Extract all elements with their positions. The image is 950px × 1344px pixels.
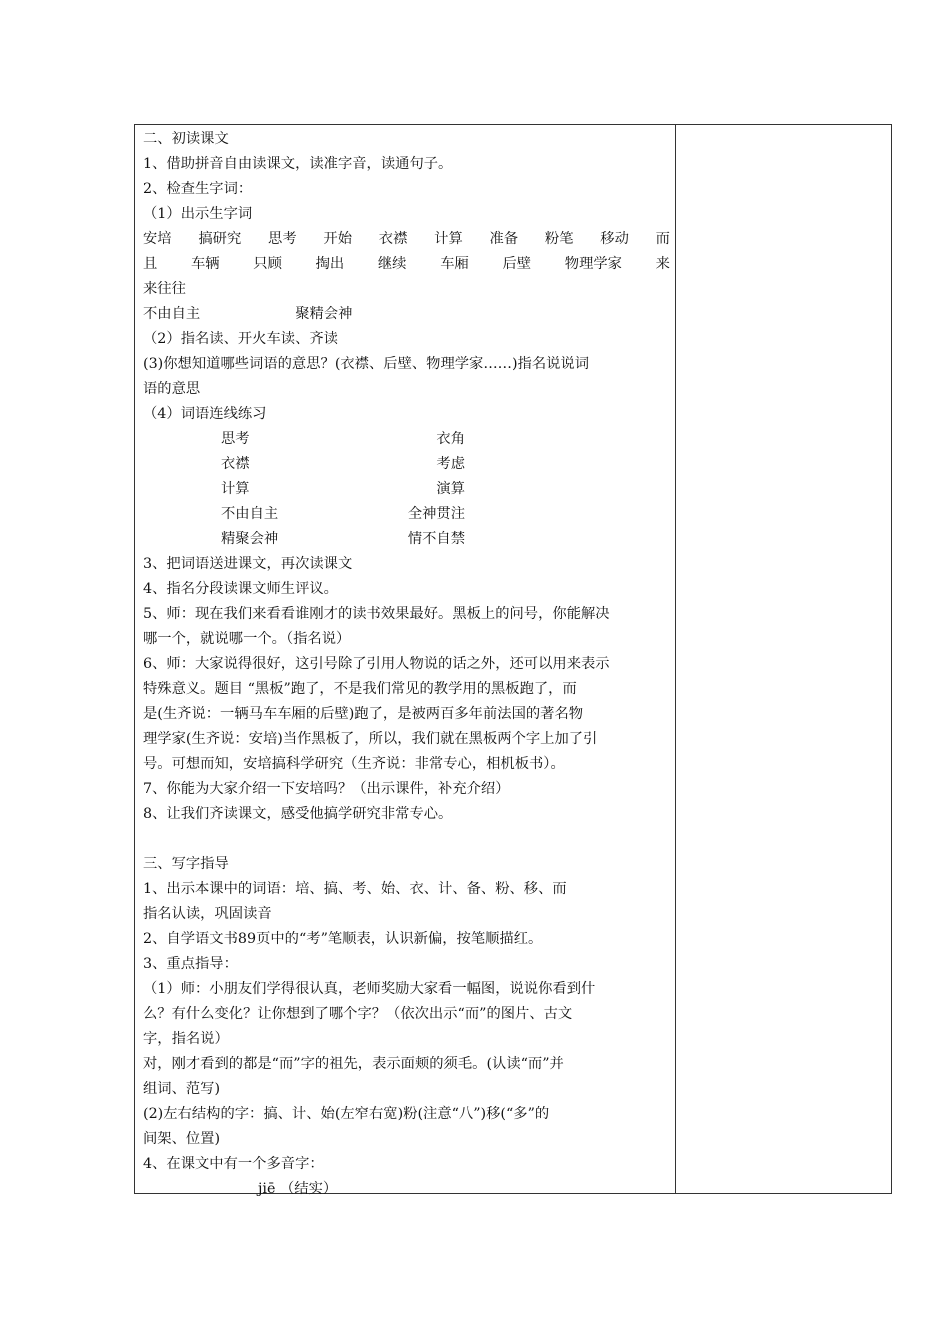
text-line: 组词、范写)	[143, 1081, 221, 1097]
vocab-word: 只顾	[253, 256, 282, 272]
matching-pair	[143, 477, 670, 502]
spacer	[143, 827, 670, 852]
vocab-word: 聚精会神	[295, 306, 353, 322]
vocab-word: 车厢	[440, 256, 469, 272]
matching-pair	[143, 427, 670, 452]
vocab-word: 继续	[377, 256, 407, 272]
text-line: 7、你能为大家介绍一下安培吗？（出示课件，补充介绍）	[143, 781, 510, 797]
text-line: 4、在课文中有一个多音字：	[143, 1156, 324, 1172]
vocab-word: 后壁	[502, 256, 532, 272]
text-line: 间架、位置)	[143, 1131, 221, 1147]
text-line: 3、重点指导：	[143, 956, 238, 972]
match-right: 考虑	[436, 456, 465, 472]
text-line: (2)左右结构的字：搞、计、始(左窄右宽)粉(注意“八”)移(“多”的	[143, 1106, 550, 1122]
text-line: 字，指名说）	[143, 1031, 229, 1047]
text-line: 指名认读，巩固读音	[143, 906, 272, 922]
text-line: 8、让我们齐读课文，感受他搞学研究非常专心。	[143, 806, 453, 822]
text-line: 对，刚才看到的都是“而”字的祖先，表示面颊的须毛。(认读“而”并	[143, 1056, 564, 1072]
vocab-word: 粉笔	[544, 231, 574, 247]
text-line: （2）指名读、开火车读、齐读	[143, 331, 338, 347]
section-heading: 二、初读课文	[143, 131, 229, 147]
vocab-word: 思考	[268, 231, 297, 247]
match-right: 演算	[436, 481, 465, 497]
vocab-word: 计算	[434, 231, 463, 247]
text-line: 6、师：大家说得很好，这引号除了引用人物说的话之外，还可以用来表示	[143, 656, 610, 672]
match-right: 衣角	[436, 431, 465, 447]
match-left: 不由自主	[221, 506, 279, 522]
text-line: 1、借助拼音自由读课文，读准字音，读通句子。	[143, 156, 453, 172]
vocab-word: 安培	[143, 231, 172, 247]
vocab-row	[143, 302, 670, 327]
vocab-word: 物理学家	[564, 256, 622, 272]
text-line: 特殊意义。题目 “黑板”跑了，不是我们常见的教学用的黑板跑了，而	[143, 681, 577, 697]
matching-pair	[143, 502, 670, 527]
vocab-word: 不由自主	[143, 306, 201, 322]
text-line: 5、师：现在我们来看看谁刚才的读书效果最好。黑板上的问号，你能解决	[143, 606, 610, 622]
vocab-word: 掏出	[315, 256, 345, 272]
vocab-word: 衣襟	[378, 231, 408, 247]
text-line: 号。可想而知，安培搞科学研究（生齐说：非常专心，相机板书）。	[143, 756, 565, 772]
match-left: 思考	[221, 431, 250, 447]
vocab-word: 移动	[600, 231, 629, 247]
vocab-word: 开始	[323, 231, 353, 247]
text-line: 3、把词语送进课文，再次读课文	[143, 556, 353, 572]
match-left: 衣襟	[221, 456, 250, 472]
lesson-table	[134, 124, 892, 1197]
text-line: 是(生齐说：一辆马车车厢的后壁)跑了，是被两百多年前法国的著名物	[143, 706, 584, 722]
text-line: （1）出示生字词	[143, 206, 253, 222]
section-heading: 三、写字指导	[143, 856, 229, 872]
polyphone-reading: jiē （结实）	[258, 1181, 338, 1197]
vocab-row	[143, 227, 670, 252]
text-line: （1）师：小朋友们学得很认真，老师奖励大家看一幅图，说说你看到什	[143, 981, 596, 997]
vocab-row: 来往往	[143, 281, 186, 297]
text-line: (3)你想知道哪些词语的意思？(衣襟、后壁、物理学家……)指名说说词	[143, 356, 590, 372]
text-line: 语的意思	[143, 381, 201, 397]
vocab-row	[143, 252, 670, 277]
vocab-word: 搞研究	[198, 231, 242, 247]
match-right: 情不自禁	[407, 531, 465, 547]
vocab-word: 而	[655, 231, 670, 247]
notes-column	[676, 125, 891, 1193]
text-line: 2、检查生字词：	[143, 181, 253, 197]
text-line: 4、指名分段读课文师生评议。	[143, 581, 338, 597]
vocab-word: 且	[143, 256, 158, 272]
match-right: 全神贯注	[407, 506, 465, 522]
match-left: 计算	[221, 481, 250, 497]
text-line: 哪一个，就说哪一个。（指名说）	[143, 631, 351, 647]
vocab-word: 来	[655, 256, 670, 272]
lesson-content	[143, 127, 670, 1202]
matching-pair	[143, 452, 670, 477]
vocab-word: 准备	[489, 231, 519, 247]
text-line: （4）词语连线练习	[143, 406, 267, 422]
text-line: 么？有什么变化？让你想到了哪个字？（依次出示“而”的图片、古文	[143, 1006, 573, 1022]
match-left: 精聚会神	[221, 531, 279, 547]
text-line: 2、自学语文书89页中的“考”笔顺表，认识新偏，按笔顺描红。	[143, 931, 543, 947]
text-line: 理学家(生齐说：安培)当作黑板了，所以，我们就在黑板两个字上加了引	[143, 731, 598, 747]
vocab-word: 车辆	[191, 256, 220, 272]
matching-pair	[143, 527, 670, 552]
text-line: 1、出示本课中的词语：培、搞、考、始、衣、计、备、粉、移、而	[143, 881, 567, 897]
